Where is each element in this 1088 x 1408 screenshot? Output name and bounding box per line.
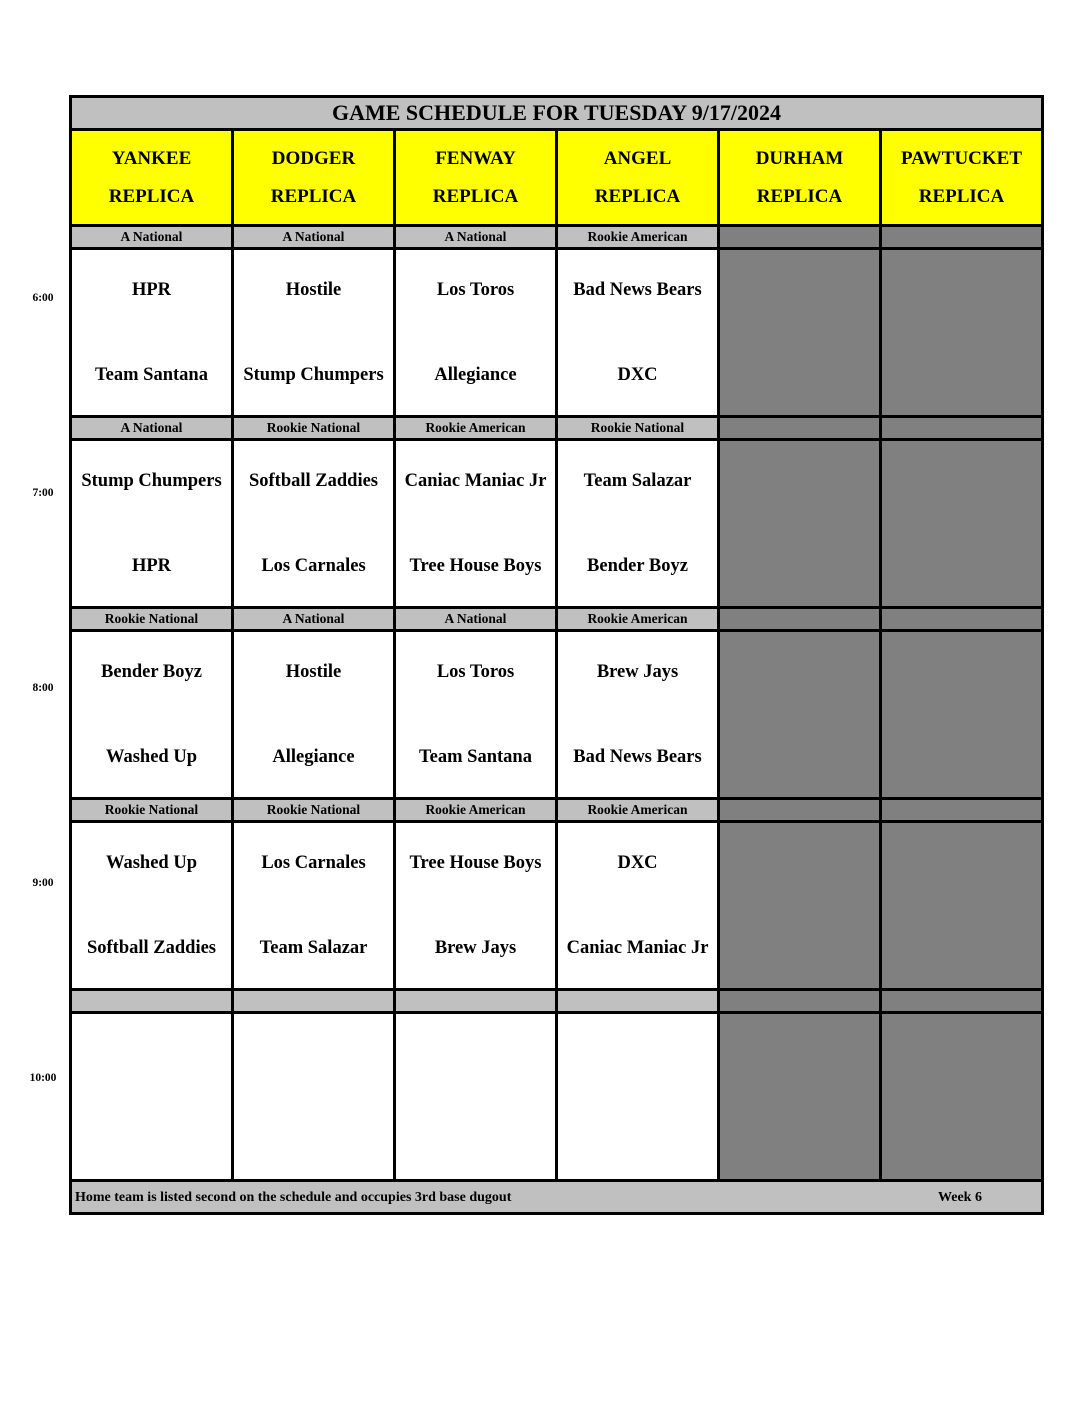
home-team: HPR bbox=[131, 555, 172, 576]
title-row bbox=[71, 97, 1043, 130]
home-team: Brew Jays bbox=[434, 937, 517, 958]
field-name: ANGEL bbox=[603, 147, 672, 169]
game-cell bbox=[557, 440, 719, 608]
game-cell bbox=[557, 249, 719, 417]
field-name: FENWAY bbox=[435, 147, 516, 169]
field-subtitle: REPLICA bbox=[918, 185, 1005, 207]
away-team: Los Toros bbox=[436, 279, 515, 300]
away-team: HPR bbox=[131, 279, 172, 300]
time-label: 8:00 bbox=[32, 682, 54, 694]
division-row bbox=[71, 417, 1043, 440]
division-cell-closed bbox=[719, 990, 881, 1013]
field-name: DODGER bbox=[271, 147, 356, 169]
away-team: Los Toros bbox=[436, 661, 515, 682]
game-cell-closed bbox=[719, 440, 881, 608]
field-subtitle: REPLICA bbox=[594, 185, 681, 207]
away-team: Hostile bbox=[285, 279, 342, 300]
home-team: Bad News Bears bbox=[573, 746, 702, 767]
game-cell bbox=[395, 249, 557, 417]
home-team: Team Salazar bbox=[259, 937, 368, 958]
time-label: 10:00 bbox=[29, 1072, 57, 1084]
field-subtitle: REPLICA bbox=[270, 185, 357, 207]
away-team: Stump Chumpers bbox=[81, 470, 222, 491]
division-label bbox=[233, 990, 395, 1013]
time-label: 9:00 bbox=[32, 877, 54, 889]
field-name: DURHAM bbox=[755, 147, 844, 169]
home-team: DXC bbox=[617, 364, 658, 385]
field-header-durham bbox=[719, 130, 881, 226]
division-cell-closed bbox=[881, 799, 1043, 822]
field-header-fenway bbox=[395, 130, 557, 226]
division-label: Rookie National bbox=[71, 608, 233, 631]
game-cell-closed bbox=[719, 249, 881, 417]
home-team: Bender Boyz bbox=[587, 555, 688, 576]
division-label: Rookie National bbox=[233, 417, 395, 440]
field-header-dodger bbox=[233, 130, 395, 226]
division-label: Rookie American bbox=[557, 608, 719, 631]
game-cell bbox=[233, 822, 395, 990]
field-name: PAWTUCKET bbox=[900, 147, 1023, 169]
division-label: A National bbox=[71, 417, 233, 440]
division-label: A National bbox=[395, 608, 557, 631]
division-row bbox=[71, 226, 1043, 249]
division-cell-closed bbox=[881, 226, 1043, 249]
division-label: Rookie National bbox=[233, 799, 395, 822]
game-cell-closed bbox=[719, 1013, 881, 1181]
division-label: Rookie National bbox=[71, 799, 233, 822]
division-label: A National bbox=[233, 226, 395, 249]
division-cell-closed bbox=[719, 608, 881, 631]
division-cell-closed bbox=[719, 799, 881, 822]
game-cell-closed bbox=[881, 1013, 1043, 1181]
home-team: Softball Zaddies bbox=[86, 937, 217, 958]
field-name: YANKEE bbox=[111, 147, 192, 169]
division-cell-closed bbox=[719, 226, 881, 249]
game-cell bbox=[233, 440, 395, 608]
field-subtitle: REPLICA bbox=[432, 185, 519, 207]
division-cell-closed bbox=[881, 417, 1043, 440]
division-cell-closed bbox=[719, 417, 881, 440]
game-row bbox=[71, 822, 1043, 990]
division-row bbox=[71, 608, 1043, 631]
division-label: A National bbox=[71, 226, 233, 249]
division-label bbox=[395, 990, 557, 1013]
game-cell bbox=[395, 631, 557, 799]
home-team: Allegiance bbox=[434, 364, 517, 385]
game-cell bbox=[233, 249, 395, 417]
game-cell bbox=[395, 440, 557, 608]
game-cell bbox=[395, 1013, 557, 1181]
game-cell bbox=[557, 1013, 719, 1181]
time-label: 6:00 bbox=[32, 292, 54, 304]
game-cell-closed bbox=[881, 249, 1043, 417]
away-team: Tree House Boys bbox=[409, 852, 542, 873]
field-header-row bbox=[71, 130, 1043, 226]
division-cell-closed bbox=[881, 608, 1043, 631]
game-cell bbox=[71, 1013, 233, 1181]
division-label: A National bbox=[395, 226, 557, 249]
home-team: Team Santana bbox=[419, 746, 532, 767]
field-header-yankee bbox=[71, 130, 233, 226]
game-cell bbox=[71, 440, 233, 608]
away-team: Brew Jays bbox=[596, 661, 679, 682]
field-header-pawtucket bbox=[881, 130, 1043, 226]
game-cell bbox=[233, 631, 395, 799]
away-team: DXC bbox=[617, 852, 658, 873]
division-label: A National bbox=[233, 608, 395, 631]
game-cell-closed bbox=[881, 631, 1043, 799]
game-cell bbox=[233, 1013, 395, 1181]
home-team: Tree House Boys bbox=[409, 555, 542, 576]
away-team: Team Salazar bbox=[583, 470, 692, 491]
away-team: Bad News Bears bbox=[573, 279, 702, 300]
week-label: Week 6 bbox=[938, 1190, 982, 1205]
footer-cell bbox=[71, 1181, 1043, 1214]
away-team: Softball Zaddies bbox=[248, 470, 379, 491]
home-team: Team Santana bbox=[95, 364, 208, 385]
home-team: Stump Chumpers bbox=[243, 364, 384, 385]
game-cell-closed bbox=[719, 631, 881, 799]
game-cell bbox=[557, 822, 719, 990]
game-cell bbox=[71, 822, 233, 990]
away-team: Los Carnales bbox=[261, 852, 366, 873]
game-row bbox=[71, 440, 1043, 608]
home-team: Los Carnales bbox=[261, 555, 366, 576]
game-row bbox=[71, 1013, 1043, 1181]
division-row bbox=[71, 990, 1043, 1013]
game-cell bbox=[557, 631, 719, 799]
home-team: Washed Up bbox=[106, 746, 197, 767]
home-team: Caniac Maniac Jr bbox=[566, 937, 709, 958]
field-header-angel bbox=[557, 130, 719, 226]
away-team: Washed Up bbox=[106, 852, 197, 873]
home-team: Allegiance bbox=[272, 746, 355, 767]
division-label bbox=[557, 990, 719, 1013]
schedule-title: GAME SCHEDULE FOR TUESDAY 9/17/2024 bbox=[71, 97, 1043, 130]
game-cell-closed bbox=[881, 822, 1043, 990]
division-label: Rookie American bbox=[557, 799, 719, 822]
division-label: Rookie American bbox=[395, 417, 557, 440]
game-cell-closed bbox=[719, 822, 881, 990]
division-cell-closed bbox=[881, 990, 1043, 1013]
away-team: Caniac Maniac Jr bbox=[404, 470, 547, 491]
game-cell bbox=[71, 249, 233, 417]
field-subtitle: REPLICA bbox=[756, 185, 843, 207]
division-label: Rookie American bbox=[557, 226, 719, 249]
division-label: Rookie National bbox=[557, 417, 719, 440]
game-cell bbox=[395, 822, 557, 990]
footer-row bbox=[71, 1181, 1043, 1214]
time-label: 7:00 bbox=[32, 487, 54, 499]
field-subtitle: REPLICA bbox=[108, 185, 195, 207]
home-team-note: Home team is listed second on the schedule and occupies 3rd base dugout bbox=[75, 1190, 512, 1205]
game-cell-closed bbox=[881, 440, 1043, 608]
schedule-table bbox=[69, 95, 1044, 1215]
division-row bbox=[71, 799, 1043, 822]
away-team: Hostile bbox=[285, 661, 342, 682]
division-label bbox=[71, 990, 233, 1013]
away-team: Bender Boyz bbox=[101, 661, 202, 682]
division-label: Rookie American bbox=[395, 799, 557, 822]
game-cell bbox=[71, 631, 233, 799]
game-row bbox=[71, 631, 1043, 799]
game-row bbox=[71, 249, 1043, 417]
